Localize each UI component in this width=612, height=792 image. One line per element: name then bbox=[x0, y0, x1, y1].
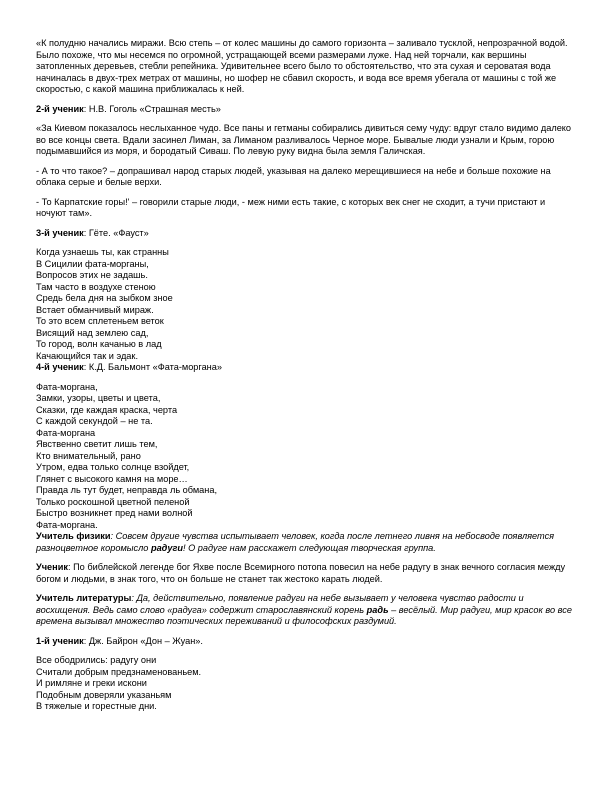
speaker-heading-student-4 bbox=[36, 362, 574, 374]
poem-line: Подобным доверяли указаньям bbox=[36, 689, 172, 700]
bold-keyword: радь bbox=[366, 604, 389, 615]
poem-line: С каждой секундой – не та. bbox=[36, 416, 153, 426]
gogol-paragraph-3: - То Карпатские горы!' – говорили старые люди, - меж ними есть такие, с которых век снег не сходит, а тучи пристают и ночуют там». bbox=[36, 196, 546, 218]
poem-line: Правда ль тут будет, неправда ль обмана, bbox=[36, 485, 218, 495]
speaker-name: Ученик bbox=[36, 562, 68, 572]
speaker-heading-student-2 bbox=[36, 104, 574, 116]
poem-line: Замки, узоры, цветы и цвета, bbox=[36, 393, 161, 403]
poem-line: Висящий над землею сад, bbox=[36, 327, 149, 338]
student-paragraph bbox=[36, 562, 574, 585]
speaker-name: 4-й ученик bbox=[36, 362, 84, 372]
literature-teacher-paragraph bbox=[36, 593, 574, 628]
poem-line: Фата-моргана, bbox=[36, 381, 98, 392]
poem-line: И римляне и греки искони bbox=[36, 678, 147, 688]
speech-text: – весёлый. Мир радуги, мир красок во все времена вызывал множество поэтических переживаний и философских раздумий. bbox=[36, 604, 572, 626]
poem-line: Быстро возникнет пред нами волной bbox=[36, 508, 193, 518]
document-page bbox=[36, 38, 574, 713]
speaker-source: : К.Д. Бальмонт «Фата-моргана» bbox=[83, 362, 222, 372]
fata-morgana-poem bbox=[36, 382, 574, 532]
speaker-source: : Н.В. Гоголь «Страшная месть» bbox=[83, 103, 221, 114]
poem-line: Вопросов этих не задашь. bbox=[36, 270, 148, 280]
speaker-name: Учитель литературы bbox=[36, 593, 132, 603]
gogol-paragraph-1: «За Киевом показалось неслыханное чудо. Все паны и гетманы собирались дивиться сему чуду: вдруг стало видимо далеко во все концы света. Вдали засинел Лиман, за Лиманом разливалось Черное море. Бывалые люди узнали и Крым, горою подымавшийся из моря, и бородатый Сиваш. По левую руку видна была земля Галичская. bbox=[36, 123, 572, 156]
faust-poem bbox=[36, 247, 574, 362]
poem-line: Средь бела дня на зыбком зное bbox=[36, 293, 173, 303]
speaker-name: 1-й ученик bbox=[36, 635, 84, 646]
bold-keyword: радуги bbox=[150, 542, 183, 553]
speech-text: : Совсем другие чувства испытывает человек, когда после летнего ливня на небосводе появляется разноцветное коромысло bbox=[36, 531, 555, 553]
speaker-name: 3-й ученик bbox=[36, 227, 84, 238]
mirage-paragraph: «К полудню начались миражи. Всю степь – от колес машины до самого горизонта – заливало тусклой, непрозрачной водой. Было похоже, что мы несемся по огромной, устращающей всеми размерами луже. Над ней торчали, как вершины затопленных деревьев, стебли репейника. Удивительнее всего было то обстоятельство, что эта сухая и сероватая вода начиналась в двух-трех метрах от машины, но шофер не сбавил скорость, и вода все время убегала от машины с той же скоростью, с какой машина приближалась к ней. bbox=[36, 38, 568, 94]
poem-line: Явственно светит лишь тем, bbox=[36, 439, 158, 449]
speech-text: : По библейской легенде бог Яхве после Всемирного потопа повесил на небе радугу в знак вечного согласия между богом и людьми, в знак того, что он больше не станет так жестоко карать людей. bbox=[36, 562, 566, 584]
poem-line: Там часто в воздухе стеною bbox=[36, 281, 156, 292]
poem-line: Фата-моргана. bbox=[36, 519, 98, 530]
speaker-name: Учитель физики bbox=[36, 531, 111, 541]
poem-line: В тяжелые и горестные дни. bbox=[36, 701, 157, 711]
poem-line: Кто внимательный, рано bbox=[36, 450, 141, 461]
poem-line: Все ободрились: радугу они bbox=[36, 655, 157, 665]
speaker-heading-student-3 bbox=[36, 228, 574, 240]
speech-text: : Да, действительно, появление радуги на небе вызывает у человека чувство радости и восхищения. Ведь само слово «радуга» содержит старославянский корень bbox=[36, 593, 524, 615]
speaker-name: 2-й ученик bbox=[36, 103, 84, 114]
poem-line: Фата-моргана bbox=[36, 427, 96, 438]
poem-line: Когда узнаешь ты, как странны bbox=[36, 247, 169, 257]
speaker-heading-student-1 bbox=[36, 636, 574, 648]
poem-line: Качающийся так и эдак. bbox=[36, 350, 138, 361]
poem-line: Встает обманчивый мираж. bbox=[36, 304, 154, 315]
poem-line: Считали добрым предзнаменованьем. bbox=[36, 666, 202, 677]
gogol-paragraph-2: - А то что такое? – допрашивал народ старых людей, указывая на далеко мерещившиеся на небе и больше похожие на облака серые и белые верхи. bbox=[36, 165, 551, 187]
poem-line: То город, волн качанью в лад bbox=[36, 339, 162, 349]
poem-line: Утром, едва только солнце взойдет, bbox=[36, 462, 190, 472]
byron-poem bbox=[36, 655, 574, 713]
poem-line: Глянет с высокого камня на море… bbox=[36, 473, 188, 484]
speaker-source: : Гёте. «Фауст» bbox=[83, 227, 149, 238]
speaker-source: : Дж. Байрон «Дон – Жуан». bbox=[83, 635, 203, 646]
poem-line: Сказки, где каждая краска, черта bbox=[36, 404, 178, 415]
physics-teacher-paragraph bbox=[36, 531, 574, 554]
poem-line: Только роскошной цветной пеленой bbox=[36, 496, 190, 507]
speech-text: ! О радуге нам расскажет следующая творческая группа. bbox=[182, 542, 436, 553]
poem-line: В Сицилии фата-морганы, bbox=[36, 258, 149, 269]
poem-line: То это всем сплетеньем веток bbox=[36, 316, 164, 326]
